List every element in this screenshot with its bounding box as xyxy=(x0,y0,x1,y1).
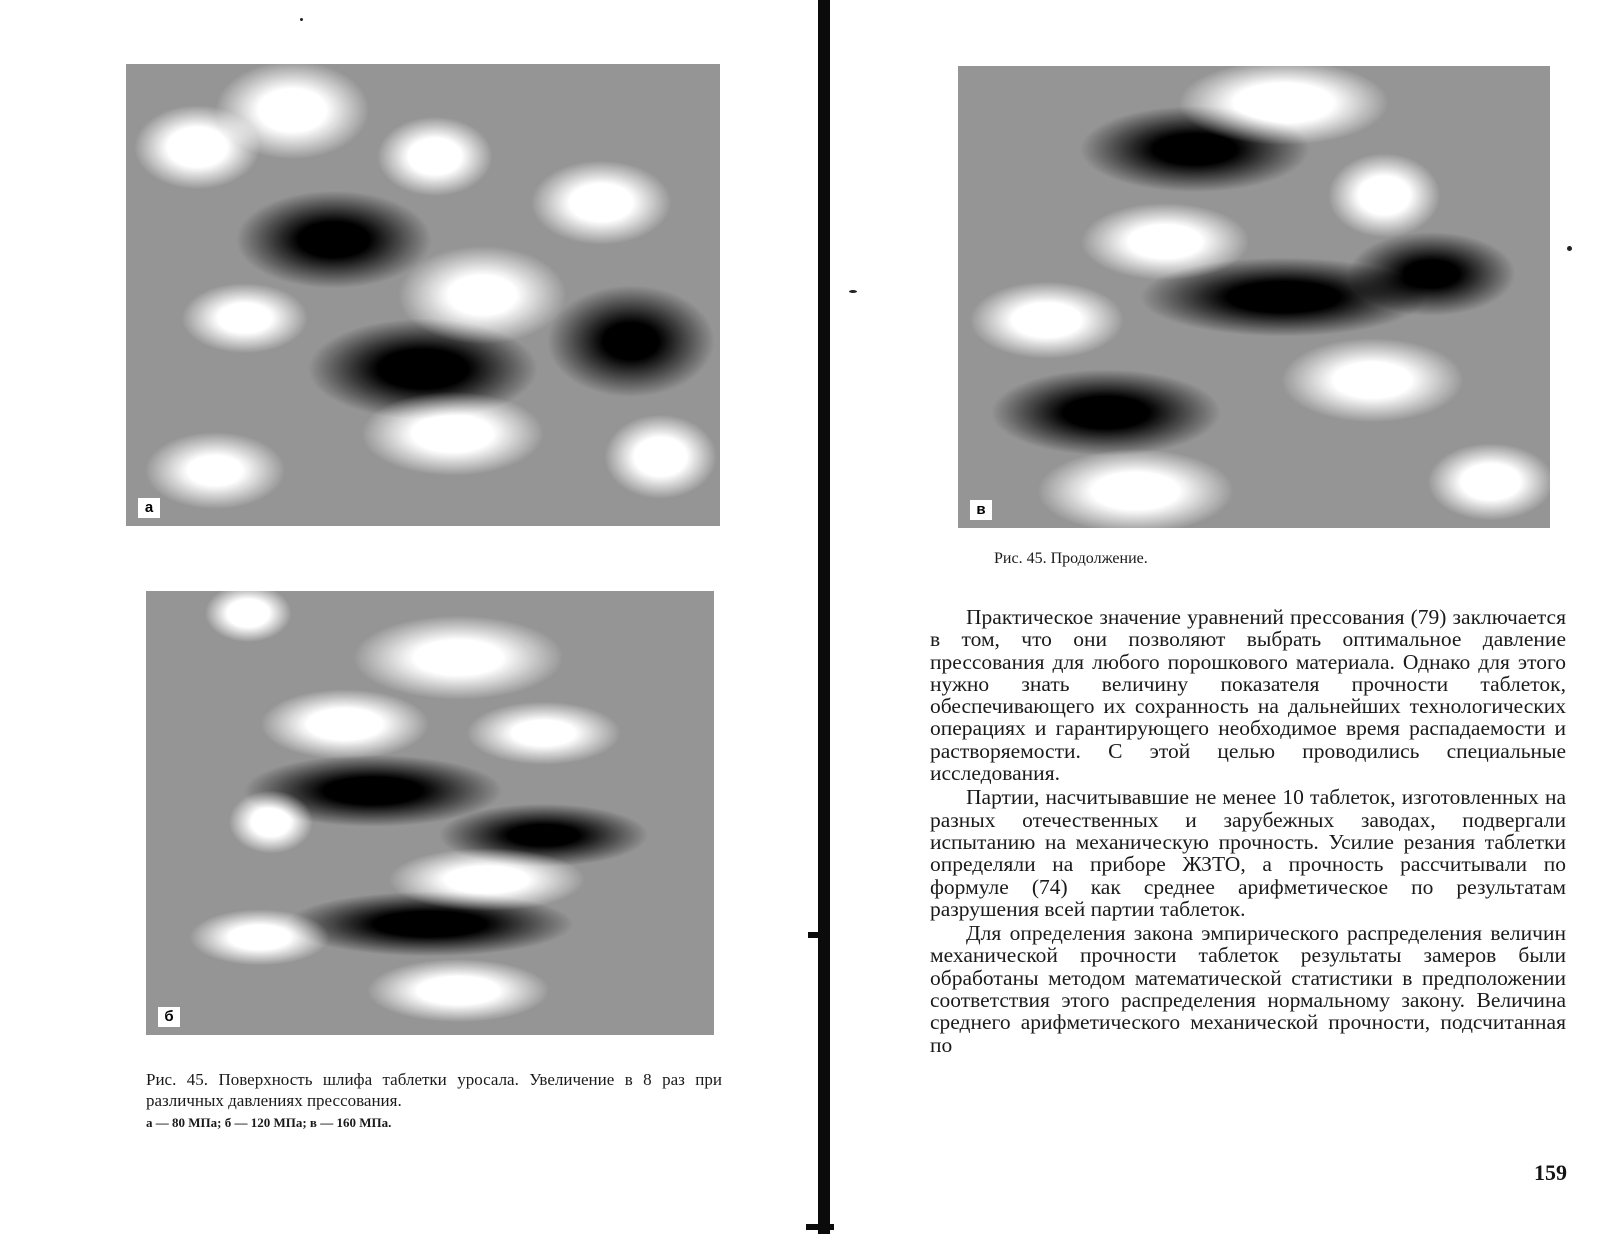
figure-caption-text: Рис. 45. Поверхность шлифа таблетки уросала. Увеличение в 8 раз при различных давлениях прессования. xyxy=(146,1070,722,1110)
page-number: 159 xyxy=(1534,1160,1567,1185)
paragraph: Для определения закона эмпирического распределения величин механической прочности таблеток результаты замеров были обработаны методом математической статистики в предположении соответствия этого распределения нормальному закону. Величина среднего арифметического механической прочности, подсчитанная по xyxy=(930,921,1566,1057)
micrograph-panel-b xyxy=(146,591,714,1035)
body-text xyxy=(930,606,1566,1058)
scan-speck xyxy=(1567,246,1572,251)
paragraph: Практическое значение уравнений прессования (79) заключается в том, что они позволяют выбрать оптимальное давление прессования для любого порошкового материала. Однако для этого нужно знать величину показателя прочности таблеток, обеспечивающего их сохранность на дальнейших технологических операциях и гарантирующего необходимое время распадаемости и растворяемости. С этой целью проводились специальные исследования. xyxy=(930,605,1566,786)
micrograph-panel-c xyxy=(958,66,1550,528)
spine-tick xyxy=(808,932,830,938)
scan-speck xyxy=(849,290,857,293)
figure-caption-left xyxy=(146,1069,722,1133)
figure-caption-continued: Рис. 45. Продолжение. xyxy=(994,550,1148,567)
paragraph: Партии, насчитывавшие не менее 10 таблеток, изготовленных на разных отечественных и зарубежных заводах, подвергали испытанию на механическую прочность. Усилие резания таблетки определяли на приборе ЖЗТО, а прочность рассчитывали по формуле (74) как среднее арифметическое по результатам разрушения всей партии таблеток. xyxy=(930,785,1566,921)
book-spine xyxy=(818,0,830,1234)
scan-speck xyxy=(300,18,303,21)
panel-label-a: а xyxy=(138,498,160,518)
spine-tick xyxy=(806,1224,834,1230)
micrograph-panel-a xyxy=(126,64,720,526)
figure-legend: а — 80 МПа; б — 120 МПа; в — 160 МПа. xyxy=(146,1115,392,1130)
panel-label-c: в xyxy=(970,500,992,520)
panel-label-b: б xyxy=(158,1007,180,1027)
